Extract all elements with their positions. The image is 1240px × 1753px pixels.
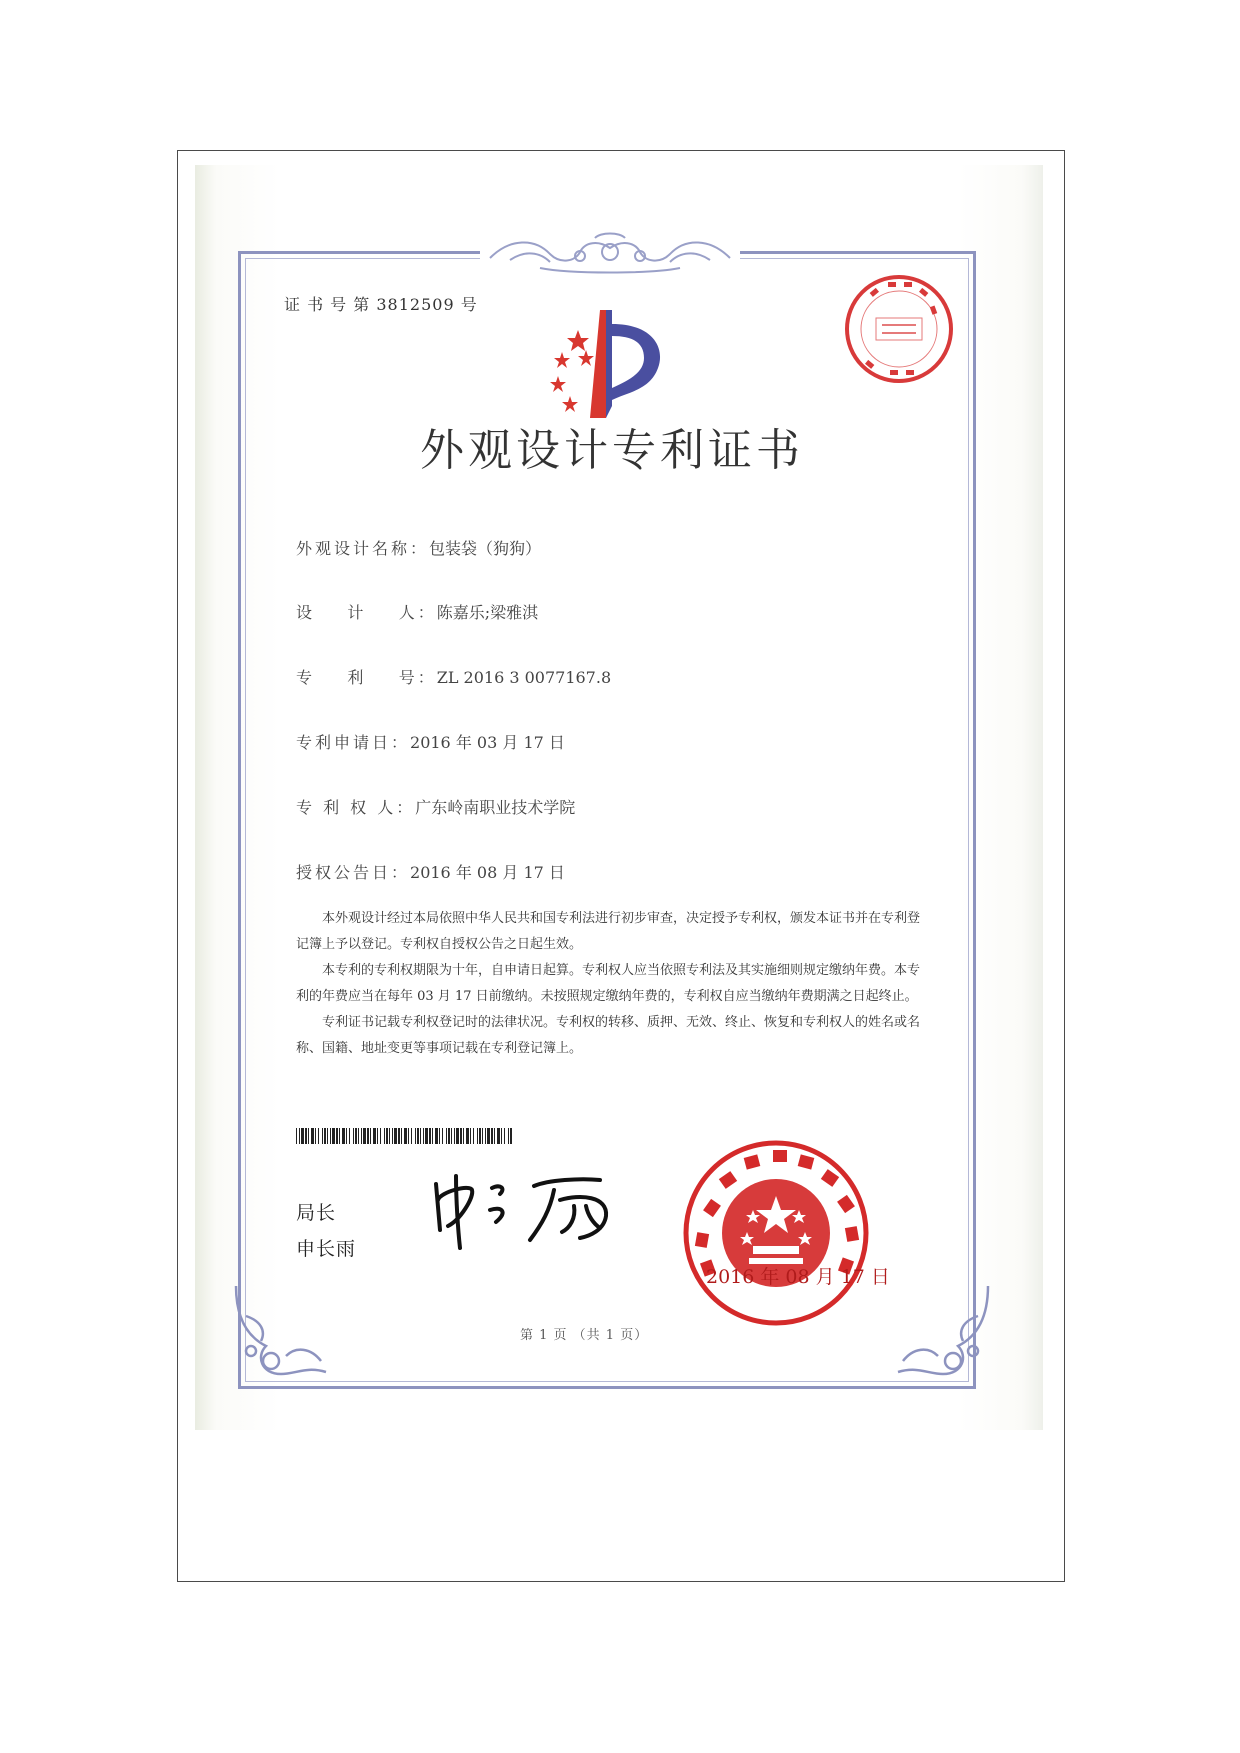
director-name: 申长雨 [296,1238,357,1260]
seal-date: 2016 年 08 月 17 日 [706,1266,890,1288]
barcode-bar [324,1128,326,1144]
barcode-bar [322,1128,323,1144]
barcode-bar [417,1128,419,1144]
director-title: 局长 [296,1202,337,1224]
barcode-bar [451,1128,452,1144]
barcode-bar [408,1128,409,1144]
barcode-bar [358,1128,359,1144]
barcode-bar [380,1128,381,1144]
barcode-bar [510,1128,512,1144]
certificate-number-label: 证 书 号 第 [284,295,371,314]
field-value: 2016 年 08 月 17 日 [410,863,565,882]
barcode-bar [404,1128,407,1144]
barcode-bar [355,1128,357,1144]
barcode-bar [491,1128,493,1144]
barcode-bar [377,1128,378,1144]
field-label: 专利申请日： [296,733,411,752]
barcode-bar [466,1128,469,1144]
barcode-bar [384,1128,385,1144]
barcode-bar [439,1128,440,1144]
barcode-bar [363,1128,366,1144]
barcode-bar [479,1128,481,1144]
barcode-bar [504,1128,505,1144]
field-label: 专 利 号： [296,668,437,687]
corner-ornament-icon [888,1276,998,1386]
certificate-title: 外观设计专利证书 [420,425,804,476]
barcode-bar [353,1128,354,1144]
certificate-number-suffix: 号 [460,295,478,314]
barcode-bar [311,1128,314,1144]
agency-stamp-icon [840,270,958,388]
certificate-number [284,292,478,315]
barcode-bar [470,1128,471,1144]
barcode-bar [373,1128,376,1144]
barcode-bar [318,1128,319,1144]
barcode-icon [296,1128,512,1144]
barcode-bar [456,1128,459,1144]
barcode-bar [398,1128,400,1144]
field-value: 包装袋（狗狗） [429,539,542,558]
barcode-bar [339,1128,340,1144]
barcode-bar [305,1128,307,1144]
certificate-number-value: 3812509 [376,295,455,314]
field-application-date [296,730,565,753]
field-label: 设 计 人： [296,603,437,622]
barcode-bar [487,1128,490,1144]
body-paragraph: 本专利的专利权期限为十年，自申请日起算。专利权人应当依照专利法及其实施细则规定缴纳年费。本专利的年费应当在每年 03 月 17 日前缴纳。未按照规定缴纳年费的，专利权自应当缴纳年费期满之日起终止。 [296,963,921,1004]
barcode-bar [485,1128,486,1144]
barcode-bar [508,1128,509,1144]
barcode-bar [411,1128,412,1144]
barcode-bar [454,1128,455,1144]
barcode-bar [448,1128,450,1144]
barcode-bar [435,1128,438,1144]
field-patent-number [296,665,611,688]
barcode-bar [494,1128,495,1144]
barcode-bar [446,1128,447,1144]
barcode-bar [296,1128,297,1144]
barcode-bar [361,1128,362,1144]
field-label: 外观设计名称： [296,539,430,558]
field-label: 专 利 权 人： [296,798,416,817]
barcode-bar [327,1128,328,1144]
barcode-bar [423,1128,424,1144]
field-value: ZL 2016 3 0077167.8 [436,668,612,687]
barcode-bar [420,1128,421,1144]
barcode-bar [460,1128,462,1144]
barcode-bar [425,1128,428,1144]
barcode-bar [442,1128,443,1144]
body-paragraph: 专利证书记载专利权登记时的法律状况。专利权的转移、质押、无效、终止、恢复和专利权人的姓名或名称、国籍、地址变更等事项记载在专利登记簿上。 [296,1015,921,1056]
body-paragraph: 本外观设计经过本局依照中华人民共和国专利法进行初步审查，决定授予专利权，颁发本证书并在专利登记簿上予以登记。专利权自授权公告之日起生效。 [296,911,921,952]
barcode-bar [401,1128,402,1144]
top-ornament-icon [480,228,740,276]
barcode-bar [386,1128,388,1144]
barcode-bar [370,1128,371,1144]
field-patentee [296,795,575,818]
barcode-bar [477,1128,478,1144]
barcode-bar [463,1128,464,1144]
field-value: 2016 年 03 月 17 日 [410,733,565,752]
barcode-bar [299,1128,300,1144]
field-design-name [296,536,541,559]
barcode-bar [415,1128,416,1144]
barcode-bar [330,1128,331,1144]
barcode-bar [394,1128,397,1144]
barcode-bar [315,1128,316,1144]
director-signature [430,1170,620,1250]
barcode-bar [429,1128,431,1144]
patent-office-logo [540,310,680,420]
barcode-bar [342,1128,345,1144]
barcode-bar [346,1128,347,1144]
barcode-bar [482,1128,483,1144]
field-value: 陈嘉乐;梁雅淇 [436,603,539,622]
field-value: 广东岭南职业技术学院 [415,798,576,817]
barcode-bar [367,1128,369,1144]
barcode-bar [473,1128,474,1144]
official-seal-icon [681,1138,871,1328]
field-designer [296,600,538,623]
barcode-bar [349,1128,350,1144]
barcode-bar [301,1128,304,1144]
barcode-bar [392,1128,393,1144]
barcode-bar [501,1128,502,1144]
barcode-bar [389,1128,390,1144]
certificate-body [296,906,920,1062]
barcode-bar [336,1128,338,1144]
barcode-bar [308,1128,309,1144]
barcode-bar [432,1128,433,1144]
barcode-bar [332,1128,335,1144]
field-grant-date [296,860,565,883]
barcode-bar [497,1128,500,1144]
field-label: 授权公告日： [296,863,411,882]
corner-ornament-icon [226,1276,336,1386]
page-indicator: 第 1 页 （共 1 页） [520,1328,649,1343]
